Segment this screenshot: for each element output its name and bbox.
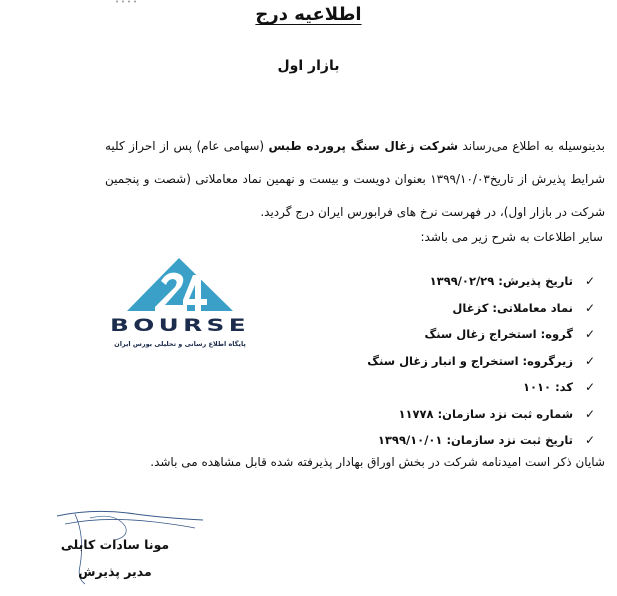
checkmark-icon: ✓ bbox=[584, 327, 595, 342]
detail-text: نماد معاملاتی: کزغال bbox=[452, 300, 573, 315]
checkmark-icon: ✓ bbox=[584, 406, 595, 421]
detail-text: گروه: استخراج زغال سنگ bbox=[424, 327, 573, 342]
logo-wordmark: BOURSE bbox=[110, 316, 250, 336]
top-dots-decoration bbox=[115, 0, 155, 3]
body-intro: بدینوسیله به اطلاع می‌رساند bbox=[462, 139, 605, 153]
signatory-name: مونا سادات کابلی bbox=[60, 537, 170, 552]
list-item bbox=[295, 427, 595, 454]
checkmark-icon: ✓ bbox=[584, 433, 595, 448]
checkmark-icon: ✓ bbox=[584, 380, 595, 395]
details-list bbox=[295, 268, 595, 454]
announcement-body bbox=[105, 130, 605, 229]
logo-tagline: پایگاه اطلاع رسانی و تحلیلی بورس ایران bbox=[114, 340, 246, 348]
checkmark-icon: ✓ bbox=[584, 300, 595, 315]
list-item bbox=[295, 321, 595, 348]
list-item bbox=[295, 295, 595, 322]
checkmark-icon: ✓ bbox=[584, 353, 595, 368]
page-title: اطلاعیه درج bbox=[255, 4, 362, 25]
details-intro: سایر اطلاعات به شرح زیر می باشد: bbox=[420, 230, 603, 244]
detail-text: تاریخ پذیرش: ۱۳۹۹/۰۲/۲۹ bbox=[429, 274, 573, 289]
market-subtitle: بازار اول bbox=[277, 58, 340, 74]
detail-text: کد: ۱۰۱۰ bbox=[522, 380, 573, 395]
closing-note: شایان ذکر است امیدنامه شرکت در بخش اوراق بهادار پذیرفته شده قابل مشاهده می باشد. bbox=[150, 455, 605, 469]
body-rest: (سهامی عام) پس از احراز کلیه شرایط پذیرش از تاریخ۱۳۹۹/۱۰/۰۳ بعنوان دویست و بیست و نهمین نماد معاملاتی (شصت و پنجمین شرکت در بازار اول)، در فهرست نرخ های فرابورس ایران درج گردید. bbox=[105, 139, 606, 219]
list-item bbox=[295, 348, 595, 375]
bourse-logo bbox=[105, 255, 255, 355]
checkmark-icon: ✓ bbox=[584, 274, 595, 289]
signatory-role: مدیر پذیرش bbox=[78, 564, 152, 579]
list-item bbox=[295, 401, 595, 428]
detail-text: تاریخ ثبت نزد سازمان: ۱۳۹۹/۱۰/۰۱ bbox=[377, 433, 573, 448]
list-item bbox=[295, 268, 595, 295]
detail-text: شماره ثبت نزد سازمان: ۱۱۷۷۸ bbox=[398, 406, 573, 421]
detail-text: زیرگروه: استخراج و انبار زغال سنگ bbox=[367, 353, 573, 368]
list-item bbox=[295, 374, 595, 401]
company-name: شرکت زغال سنگ پرورده طبس bbox=[268, 139, 459, 153]
